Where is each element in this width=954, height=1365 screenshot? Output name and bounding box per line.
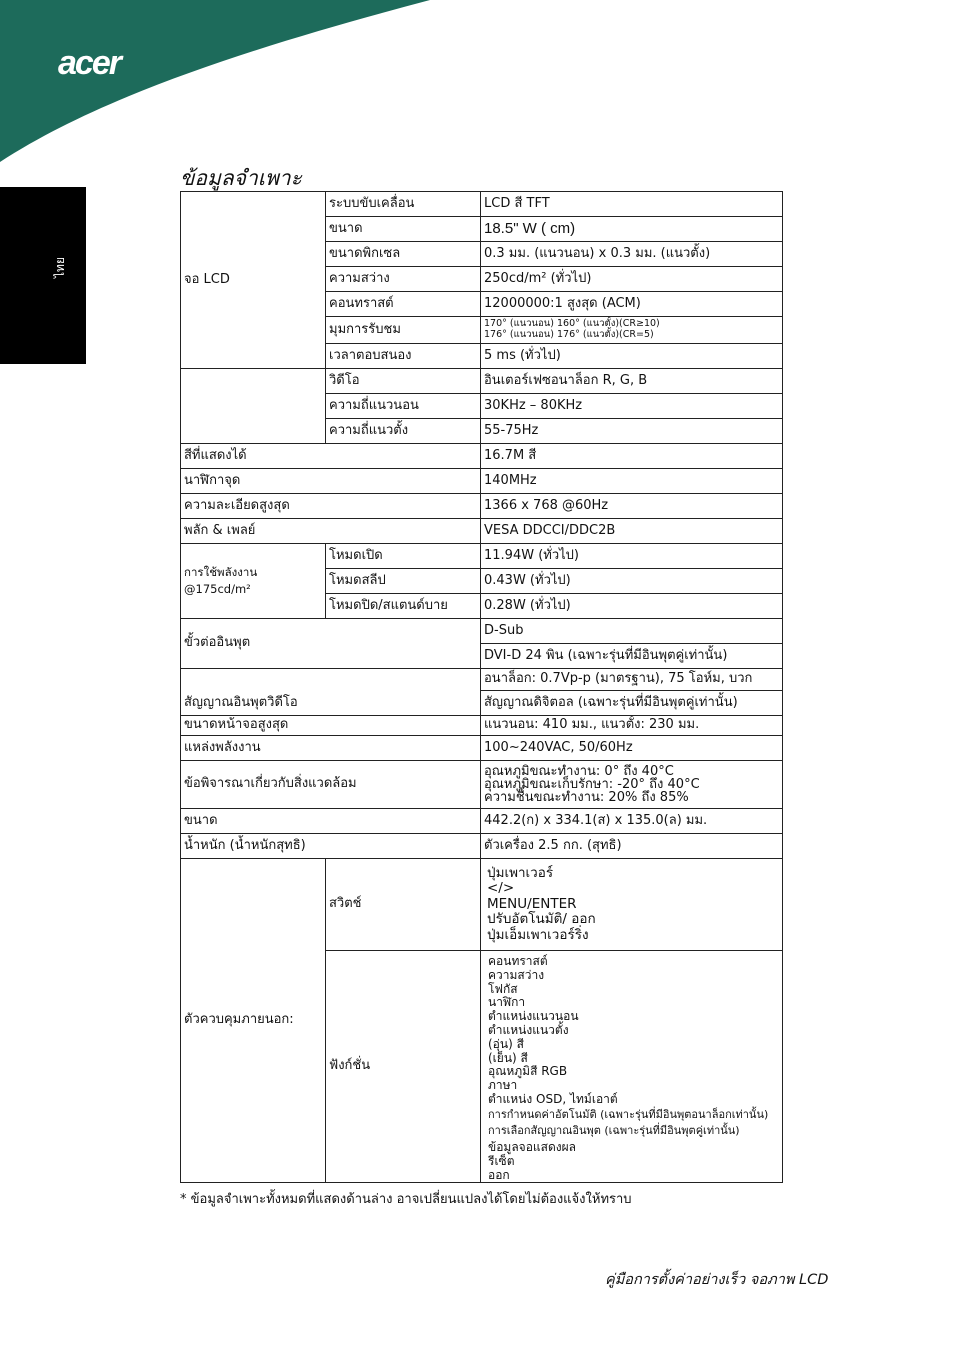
spec-value-line: ความชื้นขณะทำงาน: 20% ถึง 85% bbox=[484, 790, 689, 805]
table-row bbox=[181, 469, 783, 494]
spec-value: 55-75Hz bbox=[481, 419, 783, 444]
table-row bbox=[181, 669, 783, 691]
table-row bbox=[181, 809, 783, 834]
spec-label: ขนาด bbox=[326, 217, 481, 242]
spec-label: ข้อพิจารณาเกี่ยวกับสิ่งแวดล้อม bbox=[181, 761, 481, 809]
spec-group-label bbox=[181, 544, 326, 619]
table-row bbox=[181, 736, 783, 761]
spec-value: LCD สี TFT bbox=[481, 192, 783, 217]
spec-label: โหมดเปิด bbox=[326, 544, 481, 569]
spec-value-line: 176° (แนวนอน) 176° (แนวตั้ง)(CR=5) bbox=[484, 329, 654, 340]
table-row bbox=[181, 716, 783, 736]
language-tab bbox=[0, 187, 86, 364]
spec-label: โหมดปิด/สแตนด์บาย bbox=[326, 594, 481, 619]
table-row bbox=[181, 619, 783, 644]
list-item: ความสว่าง bbox=[488, 967, 545, 982]
list-item: รีเซ็ต bbox=[488, 1153, 515, 1168]
spec-label: วิดีโอ bbox=[326, 369, 481, 394]
spec-value: 250cd/m² (ทั่วไป) bbox=[481, 267, 783, 292]
spec-label: โหมดสลีป bbox=[326, 569, 481, 594]
table-row bbox=[181, 834, 783, 859]
list-item: ข้อมูลจอแสดงผล bbox=[488, 1139, 577, 1154]
list-item: การเลือกสัญญาณอินพุต (เฉพาะรุ่นที่มีอินพุตคู่เท่านั้น) bbox=[488, 1123, 740, 1137]
list-item: ปุ่มเอ็มเพาเวอร์ริ่ง bbox=[487, 926, 589, 943]
list-item: ปรับอัตโนมัติ/ ออก bbox=[487, 911, 596, 928]
list-item: MENU/ENTER bbox=[487, 895, 577, 912]
spec-label: ความสว่าง bbox=[326, 267, 481, 292]
spec-value: 16.7M สี bbox=[481, 444, 783, 469]
spec-value: 100~240VAC, 50/60Hz bbox=[481, 736, 783, 761]
spec-label: เวลาตอบสนอง bbox=[326, 344, 481, 369]
spec-value-line: 170° (แนวนอน) 160° (แนวตั้ง)(CR≥10) bbox=[484, 318, 660, 330]
table-row bbox=[181, 444, 783, 469]
acer-logo: acer bbox=[58, 44, 120, 82]
spec-value: 0.43W (ทั่วไป) bbox=[481, 569, 783, 594]
spec-value: สัญญาณดิจิตอล (เฉพาะรุ่นที่มีอินพุตคู่เท่านั้น) bbox=[481, 691, 783, 716]
language-label: ไทย bbox=[52, 257, 67, 278]
spec-value: 30KHz – 80KHz bbox=[481, 394, 783, 419]
list-item: นาฬิกา bbox=[488, 995, 526, 1010]
spec-group-label: จอ LCD bbox=[181, 192, 326, 369]
spec-value: 442.2(ก) x 334.1(ส) x 135.0(ล) มม. bbox=[481, 809, 783, 834]
spec-label: ความถี่แนวตั้ง bbox=[326, 419, 481, 444]
spec-label: ขั้วต่ออินพุต bbox=[181, 619, 481, 669]
spec-label: ขนาดหน้าจอสูงสุด bbox=[181, 716, 481, 736]
spec-value: DVI-D 24 พิน (เฉพาะรุ่นที่มีอินพุตคู่เท่านั้น) bbox=[481, 644, 783, 669]
footnote: * ข้อมูลจำเพาะทั้งหมดที่แสดงด้านล่าง อาจเปลี่ยนแปลงได้โดยไม่ต้องแจ้งให้ทราบ bbox=[180, 1192, 632, 1207]
spec-label: แหล่งพลังงาน bbox=[181, 736, 481, 761]
spec-value: D-Sub bbox=[481, 619, 783, 644]
list-item: </> bbox=[487, 880, 515, 897]
spec-label: ขนาด bbox=[181, 809, 481, 834]
spec-value: 11.94W (ทั่วไป) bbox=[481, 544, 783, 569]
list-item: (อุ่น) สี bbox=[488, 1036, 524, 1051]
list-item: (เย็น) สี bbox=[488, 1050, 528, 1065]
list-item: โฟกัส bbox=[488, 981, 518, 996]
spec-label: ขนาดพิกเซล bbox=[326, 242, 481, 267]
spec-table bbox=[180, 191, 783, 1183]
spec-value bbox=[481, 761, 783, 809]
spec-value: 12000000:1 สูงสุด (ACM) bbox=[481, 292, 783, 317]
spec-value: แนวนอน: 410 มม., แนวตั้ง: 230 มม. bbox=[481, 716, 783, 736]
spec-value: อนาล็อก: 0.7Vp-p (มาตรฐาน), 75 โอห์ม, บวก bbox=[481, 669, 783, 691]
spec-value: 18.5" W ( cm) bbox=[481, 217, 783, 242]
list-item: การกำหนดค่าอัตโนมัติ (เฉพาะรุ่นที่มีอินพุตอนาล็อกเท่านั้น) bbox=[488, 1107, 769, 1121]
list-item: ตำแหน่ง OSD, ไทม์เอาต์ bbox=[488, 1091, 618, 1106]
spec-label: คอนทราสต์ bbox=[326, 292, 481, 317]
switch-list bbox=[481, 859, 783, 951]
spec-label: สีที่แสดงได้ bbox=[181, 444, 481, 469]
list-item: คอนทราสต์ bbox=[488, 954, 548, 968]
table-row bbox=[181, 519, 783, 544]
spec-label: สัญญาณอินพุตวิดีโอ bbox=[181, 669, 481, 716]
table-row bbox=[181, 544, 783, 569]
spec-group-label bbox=[181, 369, 326, 444]
spec-group-label: ตัวควบคุมภายนอก: bbox=[181, 859, 326, 1183]
list-item: ออก bbox=[488, 1167, 510, 1182]
function-list bbox=[481, 951, 783, 1183]
spec-value: 0.28W (ทั่วไป) bbox=[481, 594, 783, 619]
list-item: ตำแหน่งแนวนอน bbox=[488, 1009, 579, 1024]
spec-value: VESA DDCCI/DDC2B bbox=[481, 519, 783, 544]
header-banner bbox=[0, 0, 954, 170]
spec-value-line: อุณหภูมิขณะเก็บรักษา: -20° ถึง 40°C bbox=[484, 777, 700, 792]
spec-label: สวิตช์ bbox=[326, 859, 481, 951]
spec-label: ความละเอียดสูงสุด bbox=[181, 494, 481, 519]
spec-label: น้ำหนัก (น้ำหนักสุทธิ) bbox=[181, 834, 481, 859]
list-item: อุณหภูมิสี RGB bbox=[488, 1064, 568, 1079]
footer-title: คู่มือการตั้งค่าอย่างเร็ว จอภาพ LCD bbox=[605, 1272, 829, 1288]
power-condition: @175cd/m² bbox=[184, 582, 251, 596]
spec-label: ความถี่แนวนอน bbox=[326, 394, 481, 419]
table-row bbox=[181, 859, 783, 951]
list-item: ภาษา bbox=[488, 1078, 518, 1093]
table-row bbox=[181, 192, 783, 217]
spec-label: ฟังก์ชั่น bbox=[326, 951, 481, 1183]
table-row bbox=[181, 369, 783, 394]
page-title: ข้อมูลจำเพาะ bbox=[180, 166, 302, 190]
list-item: ปุ่มเพาเวอร์ bbox=[487, 864, 554, 881]
spec-label: พลัก & เพลย์ bbox=[181, 519, 481, 544]
table-row bbox=[181, 494, 783, 519]
spec-value bbox=[481, 317, 783, 344]
spec-value: 1366 x 768 @60Hz bbox=[481, 494, 783, 519]
spec-value: 5 ms (ทั่วไป) bbox=[481, 344, 783, 369]
spec-value: อินเตอร์เฟซอนาล็อก R, G, B bbox=[481, 369, 783, 394]
spec-value: 0.3 มม. (แนวนอน) x 0.3 มม. (แนวตั้ง) bbox=[481, 242, 783, 267]
list-item: ตำแหน่งแนวตั้ง bbox=[488, 1022, 569, 1037]
spec-value: 140MHz bbox=[481, 469, 783, 494]
spec-label: ระบบขับเคลื่อน bbox=[326, 192, 481, 217]
table-row bbox=[181, 761, 783, 809]
spec-value: ตัวเครื่อง 2.5 กก. (สุทธิ) bbox=[481, 834, 783, 859]
spec-label: มุมการรับชม bbox=[326, 317, 481, 344]
spec-value-line: อุณหภูมิขณะทำงาน: 0° ถึง 40°C bbox=[484, 764, 674, 779]
spec-label: นาฬิกาจุด bbox=[181, 469, 481, 494]
power-label: การใช้พลังงาน bbox=[184, 565, 258, 580]
